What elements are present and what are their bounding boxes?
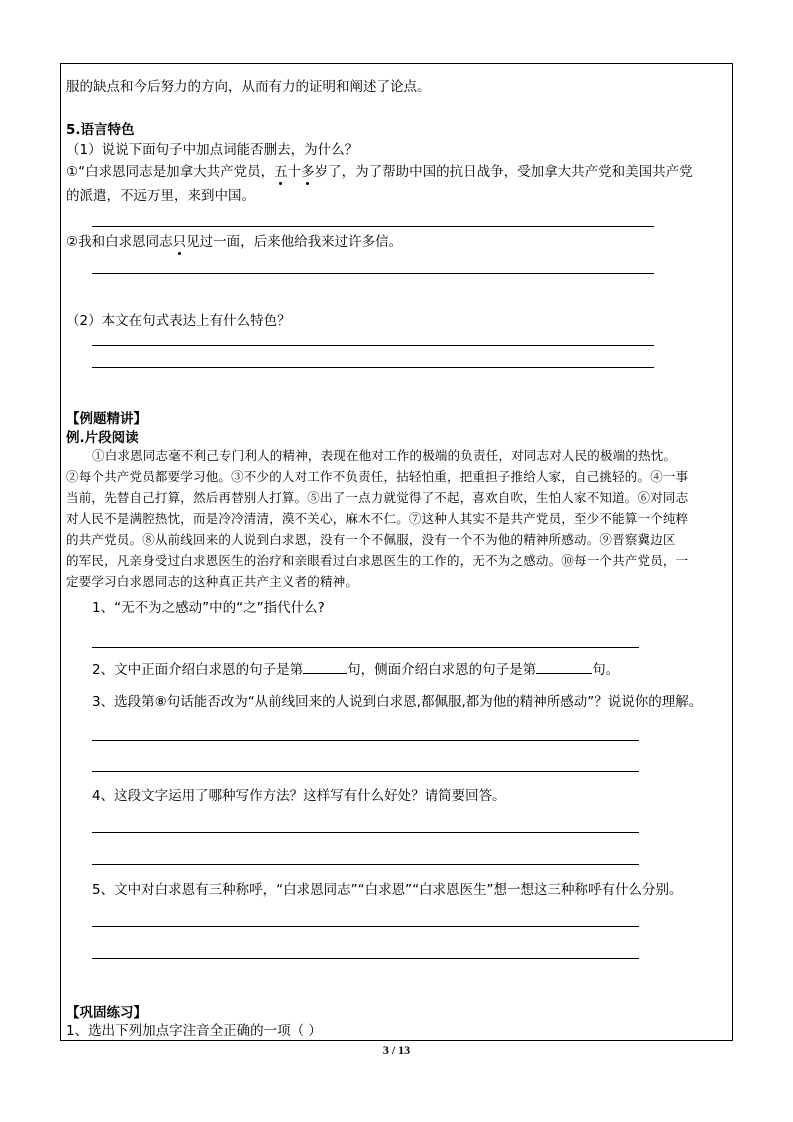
example-question-5: 5、文中对白求恩有三种称呼，“白求恩同志”“白求恩”“白求恩医生”想一想这三种称呼有什么分别。 bbox=[92, 882, 683, 898]
passage-line: 的军民，凡亲身受过白求恩医生的治疗和亲眼看过白求恩医生的工作的，无不为之感动。⑩每一个共产党员，一 bbox=[66, 553, 689, 568]
answer-line[interactable] bbox=[92, 958, 639, 959]
sentence-1-line-1: ①“白求恩同志是加拿大共产党员，五十多岁了，为了帮助中国的抗日战争，受加拿大共产党和美国共产党 bbox=[66, 164, 693, 180]
section-title-language-features: 5.语言特色 bbox=[66, 122, 135, 138]
example-question-3: 3、选段第⑧句话能否改为“从前线回来的人说到白求恩,都佩服,都为他的精神所感动”？说说你的理解。 bbox=[92, 694, 703, 710]
answer-line[interactable] bbox=[92, 832, 639, 833]
fill-blank[interactable] bbox=[536, 659, 592, 674]
page-number: 3 / 13 bbox=[382, 1043, 411, 1057]
example-title: 例.片段阅读 bbox=[66, 430, 139, 446]
practice-question-1: 1、选出下列加点字注音全正确的一项（ ） bbox=[66, 1023, 322, 1039]
answer-line[interactable] bbox=[92, 926, 639, 927]
answer-line[interactable] bbox=[92, 367, 654, 368]
dotted-char: 多 bbox=[301, 164, 315, 180]
answer-line[interactable] bbox=[92, 771, 639, 772]
question-2: （2）本文在句式表达上有什么特色？ bbox=[66, 313, 291, 329]
fill-blank[interactable] bbox=[303, 659, 347, 674]
question-1: （1）说说下面句子中加点词能否删去，为什么？ bbox=[66, 142, 359, 158]
passage-line: 对人民不是满腔热忱，而是冷冷清清，漠不关心，麻木不仁。⑦这种人其实不是共产党员，至少不能算一个纯粹 bbox=[66, 511, 689, 526]
example-header: 【例题精讲】 bbox=[66, 411, 147, 427]
dotted-char: 只 bbox=[172, 234, 187, 250]
passage-line: 当前，先替自己打算，然后再替别人打算。⑤出了一点力就觉得了不起，喜欢自吹，生怕人家不知道。⑥对同志 bbox=[66, 490, 689, 505]
answer-line[interactable] bbox=[92, 647, 639, 648]
passage-line: 的共产党员。⑧从前线回来的人说到白求恩，没有一个不佩服，没有一个不为他的精神所感动。⑨晋察冀边区 bbox=[66, 532, 676, 547]
dotted-char: 五 bbox=[274, 164, 288, 180]
example-question-1: 1、“无不为之感动”中的“之”指代什么? bbox=[92, 600, 325, 616]
sentence-2: ②我和白求恩同志只见过一面，后来他给我来过许多信。 bbox=[66, 234, 403, 250]
paragraph-continuation: 服的缺点和今后努力的方向，从而有力的证明和阐述了论点。 bbox=[66, 79, 431, 95]
passage-line: 定要学习白求恩同志的这种真正共产主义者的精神。 bbox=[66, 574, 359, 589]
answer-line[interactable] bbox=[92, 740, 639, 741]
passage-line: ②每个共产党员都要学习他。③不少的人对工作不负责任，拈轻怕重，把重担子推给人家，自己挑轻的。④一事 bbox=[66, 469, 689, 484]
example-question-2: 2、文中正面介绍白求恩的句子是第 句，侧面介绍白求恩的句子是第 句。 bbox=[92, 659, 619, 680]
answer-line[interactable] bbox=[92, 345, 654, 346]
answer-line[interactable] bbox=[92, 226, 654, 227]
example-question-4: 4、这段文字运用了哪种写作方法？这样写有什么好处？请简要回答。 bbox=[92, 788, 506, 804]
sentence-1-line-2: 的派遣，不远万里，来到中国。 bbox=[66, 188, 255, 204]
answer-line[interactable] bbox=[92, 273, 654, 274]
practice-header: 【巩固练习】 bbox=[66, 1005, 147, 1021]
passage-line: ①白求恩同志毫不利己专门利人的精神，表现在他对工作的极端的负责任，对同志对人民的极端的热忱。 bbox=[92, 448, 677, 463]
answer-line[interactable] bbox=[92, 864, 639, 865]
